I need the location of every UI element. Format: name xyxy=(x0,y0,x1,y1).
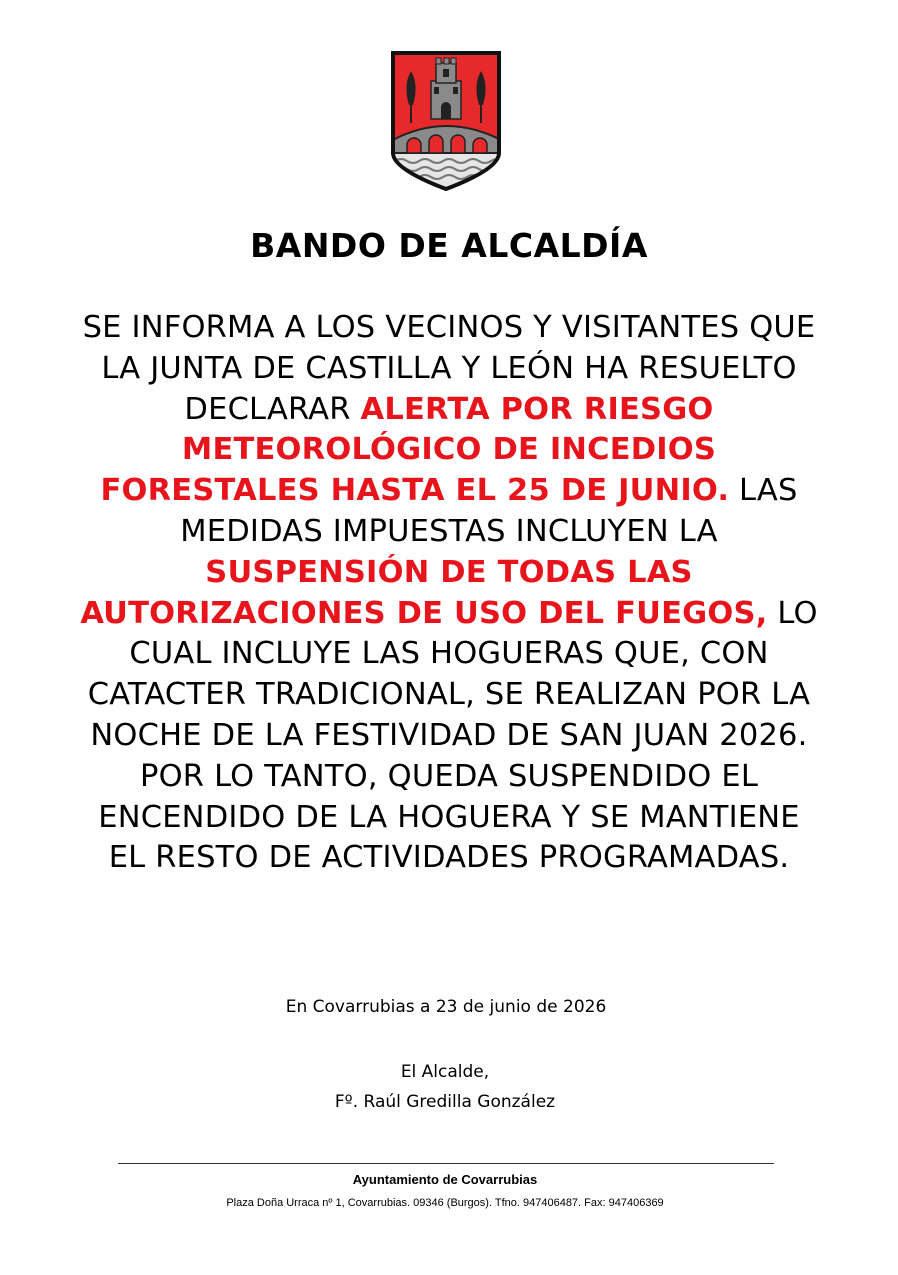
footer-address: Plaza Doña Urraca nº 1, Covarrubias. 09346 (Burgos). Tfno. 947406487. Fax: 947406369 xyxy=(226,1197,664,1209)
footer-organization: Ayuntamiento de Covarrubias xyxy=(352,1172,538,1187)
signature-role: El Alcalde, xyxy=(400,1062,490,1082)
municipal-coat-of-arms-icon xyxy=(381,45,511,195)
notice-body xyxy=(78,308,820,879)
suspension-highlight: SUSPENSIÓN DE TODAS LAS AUTORIZACIONES DE USO DEL FUEGOS, xyxy=(80,554,768,631)
date-line: En Covarrubias a 23 de junio de 2026 xyxy=(285,997,607,1017)
footer-divider xyxy=(118,1163,774,1164)
page-title: BANDO DE ALCALDÍA xyxy=(250,226,648,265)
notice-intro: SE INFORMA A LOS VECINOS Y VISITANTES QUE LA JUNTA DE CASTILLA Y LEÓN HA RESUELTO DECLARAR xyxy=(82,310,816,427)
notice-measures: LAS MEDIDAS IMPUESTAS INCLUYEN LA xyxy=(180,473,798,549)
signatory-name: Fº. Raúl Gredilla González xyxy=(334,1092,556,1112)
alert-highlight: ALERTA POR RIESGO METEOROLÓGICO DE INCEDIOS FORESTALES HASTA EL 25 DE JUNIO. xyxy=(100,391,730,509)
notice-rest: LO CUAL INCLUYE LAS HOGUERAS QUE, CON CATACTER TRADICIONAL, SE REALIZAN POR LA NOCHE DE LA FESTIVIDAD DE SAN JUAN 2026. POR LO TANTO, QUEDA SUSPENDIDO EL ENCENDIDO DE LA HOGUERA Y SE MANTIENE EL RESTO DE ACTIVIDADES PROGRAMADAS. xyxy=(87,595,818,876)
